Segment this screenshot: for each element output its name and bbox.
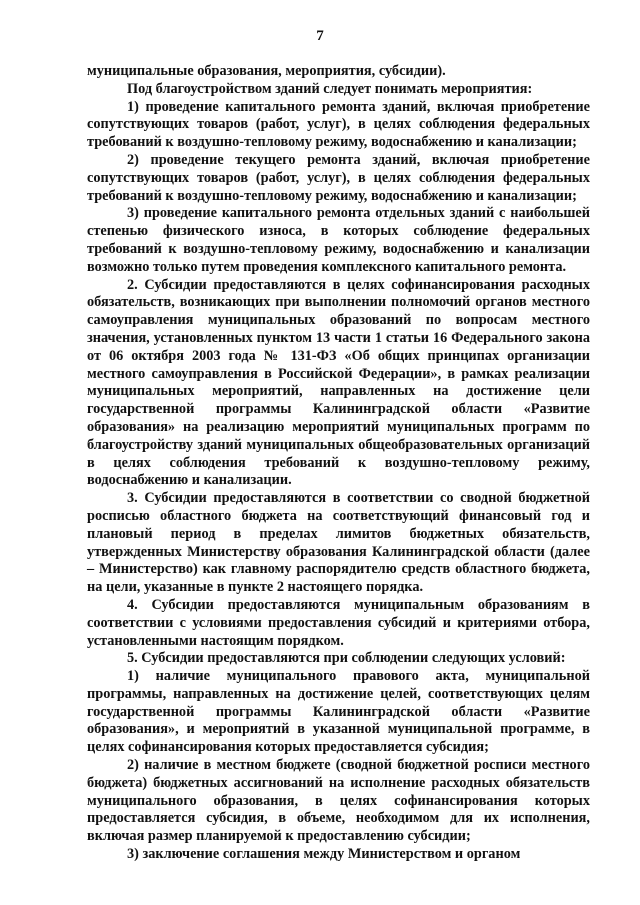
paragraph-condition-3: 3) заключение соглашения между Министерством и органом <box>127 846 521 863</box>
paragraph-item-3: 3) проведение капитального ремонта отдельных зданий с наибольшей степенью физического износа, в которых соблюдение федеральных требований к воздушно-тепловому режиму, водоснабжению и канализации возможно только путем проведения комплексного капитального ремонта. <box>87 205 590 275</box>
paragraph-item-2: 2) проведение текущего ремонта зданий, включая приобретение сопутствующих товаров (работ, услуг), в целях соблюдения федеральных требований к воздушно-тепловому режиму, водоснабжению и канализации; <box>87 151 590 204</box>
paragraph-continuation: муниципальные образования, мероприятия, субсидии). <box>87 63 446 79</box>
paragraph-section-2: 2. Субсидии предоставляются в целях софинансирования расходных обязательств, возникающих при выполнении полномочий органов местного самоуправления муниципальных образований по вопросам местного значения, установленных пунктом 13 части 1 статьи 16 Федерального закона от 06 октября 2003 года № 131-ФЗ «Об общих принципах организации местного самоуправления в Российской Федерации», в рамках реализации муниципальных мероприятий, направленных на достижение цели государственной программы Калининградской области «Развитие образования» на реализацию мероприятий муниципальных программ по благоустройству зданий муниципальных общеобразовательных организаций в целях соблюдения требований к воздушно-тепловому режиму, водоснабжению и канализации. <box>87 276 590 489</box>
paragraph-section-5: 5. Субсидии предоставляются при соблюдении следующих условий: <box>127 650 566 667</box>
body-text <box>87 63 590 864</box>
paragraph-section-4: 4. Субсидии предоставляются муниципальным образованиям в соответствии с условиями предоставления субсидий и критериями отбора, установленными настоящим порядком. <box>87 596 590 649</box>
paragraph-section-3: 3. Субсидии предоставляются в соответствии со сводной бюджетной росписью областного бюджета на соответствующий финансовый год и плановый период в пределах лимитов бюджетных обязательств, утвержденных Министерству образования Калининградской области (далее – Министерство) как главному распорядителю средств областного бюджета, на цели, указанные в пункте 2 настоящего порядка. <box>87 490 590 596</box>
paragraph-condition-1: 1) наличие муниципального правового акта, муниципальной программы, направленных на достижение целей, соответствующих целям государственной программы Калининградской области «Развитие образования», и мероприятий в указанной муниципальной программе, в целях софинансирования которых предоставляется субсидия; <box>87 668 590 756</box>
page-number: 7 <box>316 28 324 44</box>
paragraph-condition-2: 2) наличие в местном бюджете (сводной бюджетной росписи местного бюджета) бюджетных ассигнований на исполнение расходных обязательств муниципального образования, в целях софинансирования которых предоставляется субсидия, в объеме, необходимом для их исполнения, включая размер планируемой к предоставлению субсидии; <box>87 757 590 845</box>
paragraph-intro: Под благоустройством зданий следует понимать мероприятия: <box>127 80 533 97</box>
paragraph-item-1: 1) проведение капитального ремонта зданий, включая приобретение сопутствующих товаров (работ, услуг), в целях соблюдения федеральных требований к воздушно-тепловому режиму, водоснабжению и канализации; <box>87 98 590 151</box>
